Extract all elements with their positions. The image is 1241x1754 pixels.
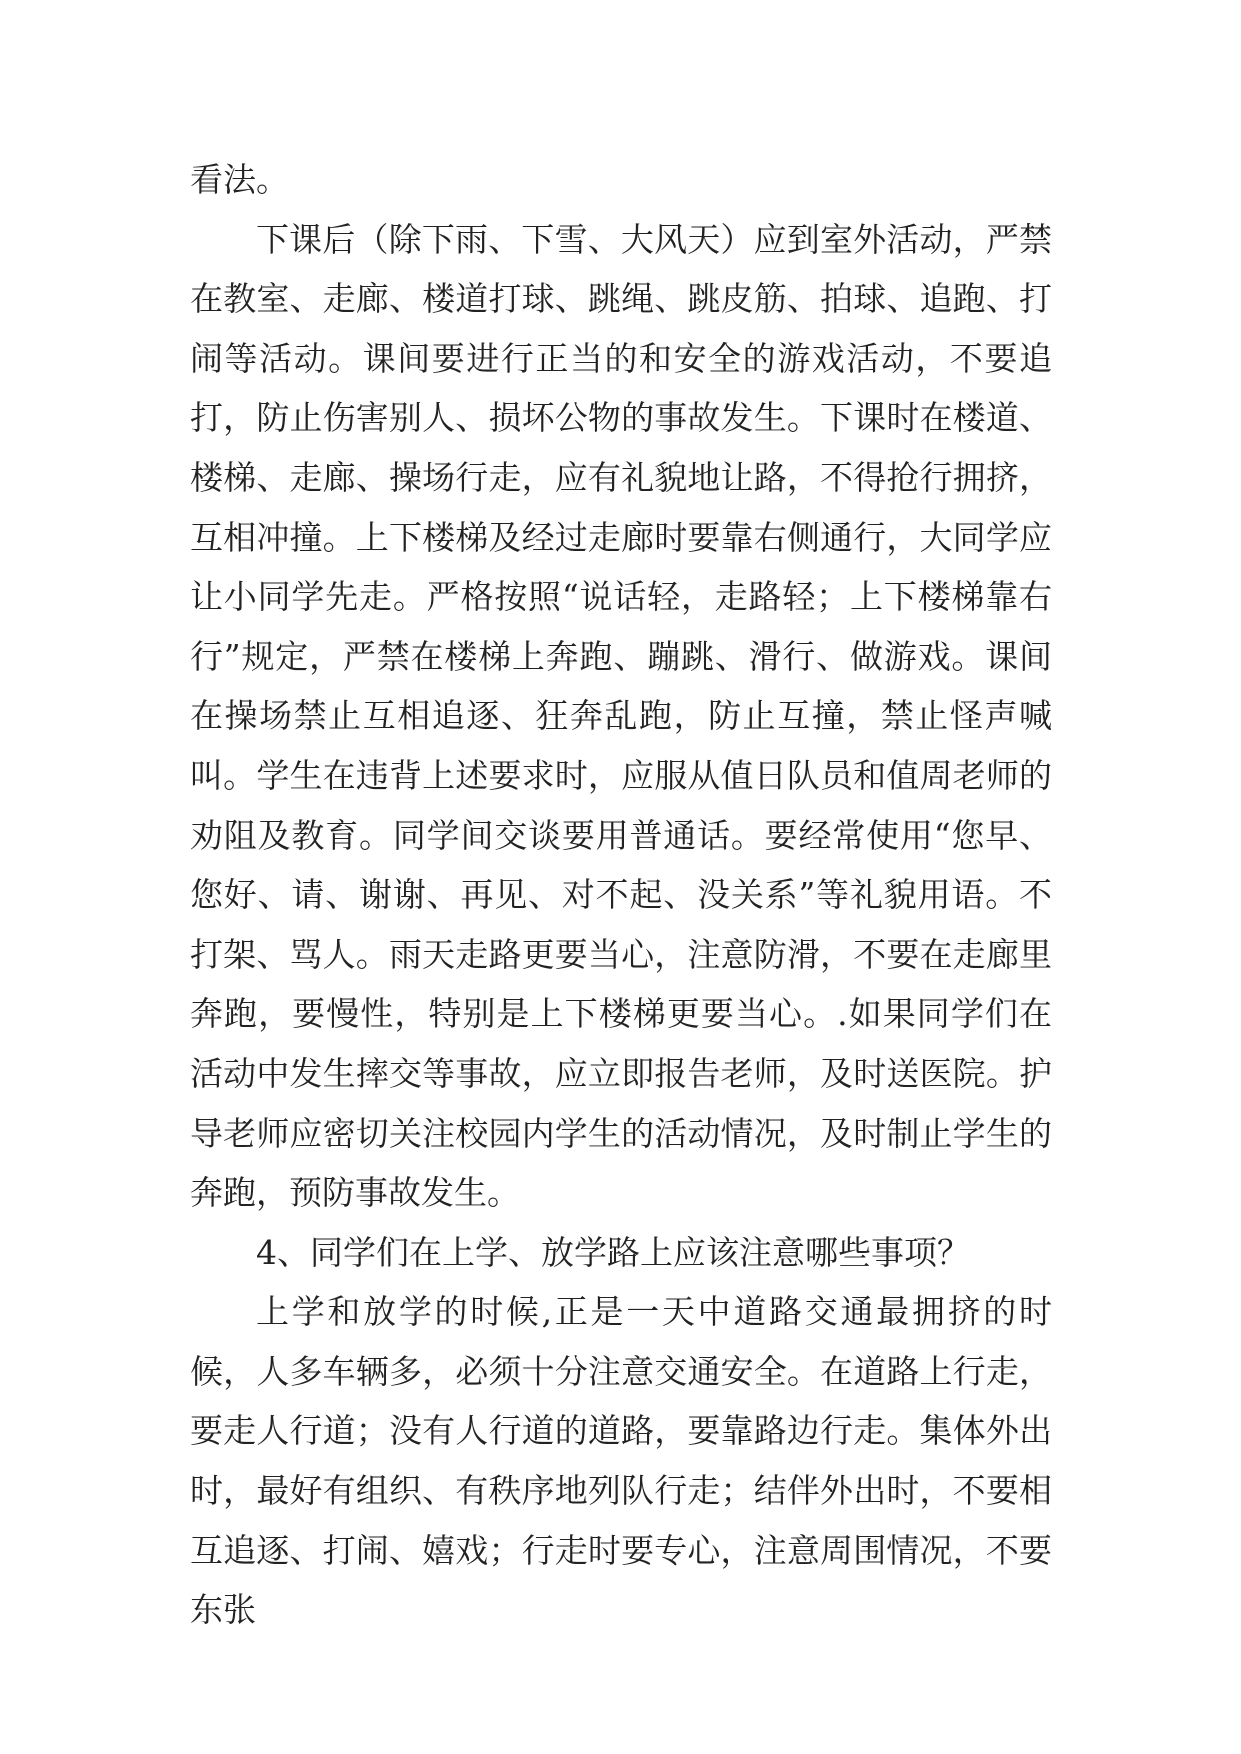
- section-heading-4: 4、同学们在上学、放学路上应该注意哪些事项？: [256, 1232, 970, 1272]
- paragraph-continuation: 看法。: [190, 160, 289, 199]
- body-text: [190, 150, 1052, 1640]
- paragraph-commute-safety: 上学和放学的时候,正是一天中道路交通最拥挤的时候，人多车辆多，必须十分注意交通安全。在道路上行走，要走人行道；没有人行道的道路，要靠路边行走。集体外出时，最好有组织、有秩序地列队行走；结伴外出时，不要相互追逐、打闹、嬉戏；行走时要专心，注意周围情况，不要东张: [190, 1292, 1052, 1630]
- paragraph-recess-rules: 下课后（除下雨、下雪、大风天）应到室外活动，严禁在教室、走廊、楼道打球、跳绳、跳皮筋、拍球、追跑、打闹等活动。课间要进行正当的和安全的游戏活动，不要追打，防止伤害别人、损坏公物的事故发生。下课时在楼道、楼梯、走廊、操场行走，应有礼貌地让路，不得抢行拥挤，互相冲撞。上下楼梯及经过走廊时要靠右侧通行，大同学应让小同学先走。严格按照“说话轻，走路轻；上下楼梯靠右行”规定，严禁在楼梯上奔跑、蹦跳、滑行、做游戏。课间在操场禁止互相追逐、狂奔乱跑，防止互撞，禁止怪声喊叫。学生在违背上述要求时，应服从值日队员和值周老师的劝阻及教育。同学间交谈要用普通话。要经常使用“您早、您好、请、谢谢、再见、对不起、没关系”等礼貌用语。不打架、骂人。雨天走路更要当心，注意防滑，不要在走廊里奔跑，要慢性，特别是上下楼梯更要当心。.如果同学们在活动中发生摔交等事故，应立即报告老师，及时送医院。护导老师应密切关注校园内学生的活动情况，及时制止学生的奔跑，预防事故发生。: [190, 219, 1052, 1213]
